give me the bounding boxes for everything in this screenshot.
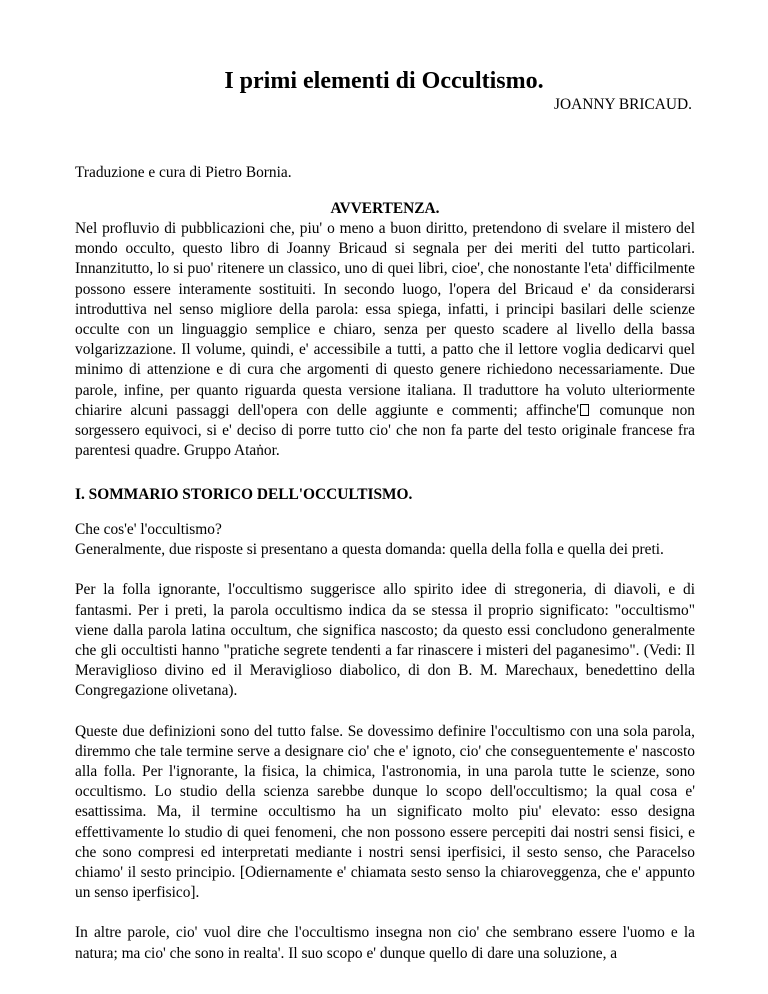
warning-text-part2: comunque non sorgessero equivoci, si e' deciso di porre tutto cio' che non fa parte del testo originale francese fra parentesi quadre. Gruppo Ataṅor. — [75, 401, 695, 460]
document-title: I primi elementi di Occultismo. — [224, 68, 544, 94]
missing-glyph-box — [580, 404, 589, 416]
paragraph: Per la folla ignorante, l'occultismo suggerisce allo spirito idee di stregoneria, di diavoli, e di fantasmi. Per i preti, la parola occultismo indica da se stessa il proprio significato: "occultismo" viene dalla parola latina occultum, che significa nascosto; da questo essi concludono generalmente che gli occultisti hanno "pratiche segrete tendenti a far rinascere i misteri del paganesimo". (Vedi: Il Meraviglioso divino ed il Meraviglioso diabolico, di don B. M. Marechaux, benedettino della Congregazione olivetana). — [75, 581, 695, 700]
warning-paragraph — [75, 219, 695, 461]
author-name: JOANNY BRICAUD. — [554, 96, 692, 113]
warning-text-part1: Nel profluvio di pubblicazioni che, piu' o meno a buon diritto, pretendono di svelare il mistero del mondo occulto, questo libro di Joanny Bricaud si segnala per dei meriti del tutto particolari. Innanzitutto, lo si puo' ritenere un classico, uno di quei libri, cioe', che nonostante l'eta' difficilmente possono essere interamente sostituiti. In secondo luogo, l'opera del Bricaud e' da considerarsi introduttiva nel senso migliore della parola: essa spiega, infatti, i principi basilari delle scienze occulte con un linguaggio semplice e chiaro, senza per questo scadere al livello della bassa volgarizzazione. Il volume, quindi, e' accessibile a tutti, a patto che il lettore voglia dedicarvi quel minimo di attenzione e di cura che argomenti di questo genere richiedono necessariamente. Due parole, infine, per quanto riguarda questa versione italiana. Il traduttore ha voluto ulteriormente chiarire alcuni passaggi dell'opera con delle aggiunte e commenti; affinche' — [75, 220, 695, 419]
warning-heading: AVVERTENZA. — [330, 200, 440, 217]
section-heading: I. SOMMARIO STORICO DELL'OCCULTISMO. — [75, 486, 413, 503]
question-line: Che cos'e' l'occultismo? — [75, 521, 222, 538]
translation-credit: Traduzione e cura di Pietro Bornia. — [75, 164, 292, 181]
paragraph: Generalmente, due risposte si presentano a questa domanda: quella della folla e quella dei preti. — [75, 541, 664, 559]
paragraph: In altre parole, cio' vuol dire che l'occultismo insegna non cio' che sembrano essere l'uomo e la natura; ma cio' che sono in realta'. Il suo scopo e' dunque quello di dare una soluzione, a — [75, 924, 695, 962]
paragraph: Queste due definizioni sono del tutto false. Se dovessimo definire l'occultismo con una sola parola, diremmo che tale termine serve a designare cio' che e' ignoto, cio' che conseguentemente e' nascosto alla folla. Per l'ignorante, la fisica, la chimica, l'astronomia, in una parola tutte le scienze, sono occultismo. Lo studio della scienza sarebbe dunque lo scopo dell'occultismo; la qual cosa e' esattissima. Ma, il termine occultismo ha un significato molto piu' elevato: esso designa effettivamente lo studio di quei fenomeni, che non possono essere percepiti dai nostri sensi fisici, e che sono compresi ed interpretati mediante i nostri sensi iperfisici, il sesto senso, che Paracelso chiamo' il sesto principio. [Odiernamente e' chiamata sesto senso la chiaroveggenza, che e' appunto un senso iperfisico]. — [75, 722, 695, 902]
section-body — [75, 520, 695, 964]
